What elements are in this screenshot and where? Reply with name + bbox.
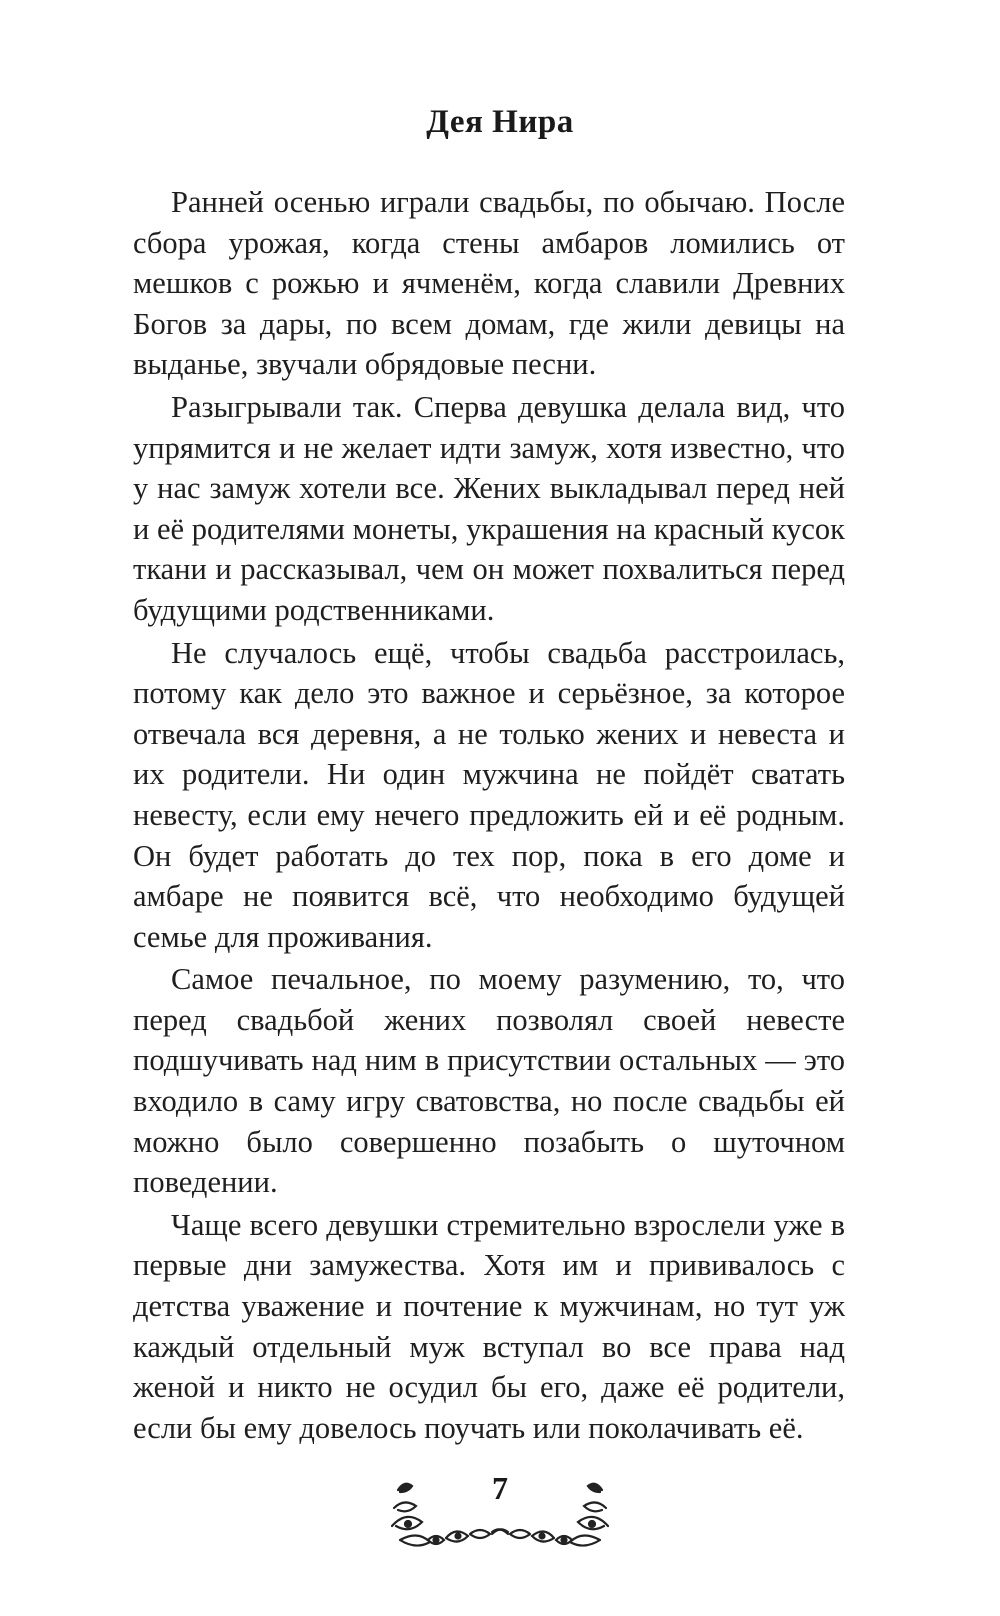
paragraph: Самое печальное, по моему разумению, то, что перед свадьбой жених позволял своей невесте подшучивать над ним в присутствии остальных — это входило в саму игру сватовства, но после свадьбы ей можно было совершенно позабыть о шуточном поведении. xyxy=(133,962,845,1200)
paragraph: Ранней осенью играли свадьбы, по обычаю. После сбора урожая, когда стены амбаров ломились от мешков с рожью и ячменём, когда славили Древних Богов за дары, по всем домам, где жили девицы на выданье, звучали обрядовые песни. xyxy=(133,185,845,382)
page-number: 7 xyxy=(492,1470,508,1506)
running-title: Дея Нира xyxy=(426,104,574,140)
paragraph: Не случалось ещё, чтобы свадьба расстроилась, потому как дело это важное и серьёзное, за которое отвечала вся деревня, а не только жених и невеста и их родители. Ни один мужчина не пойдёт сватать невесту, если ему нечего предложить ей и её родным. Он будет работать до тех пор, пока в его доме и амбаре не появится всё, что необходимо будущей семье для проживания. xyxy=(133,635,845,954)
paragraph: Разыгрывали так. Сперва девушка делала вид, что упрямится и не желает идти замуж, хотя известно, что у нас замуж хотели все. Жених выкладывал перед ней и её родителями монеты, украшения на красный кусок ткани и рассказывал, чем он может похвалиться перед будущими родственниками. xyxy=(133,389,845,627)
body-text xyxy=(133,182,845,1450)
page-footer xyxy=(0,1468,1000,1558)
paragraph: Чаще всего девушки стремительно взрослели уже в первые дни замужества. Хотя им и прививалось с детства уважение и почтение к мужчинам, но тут уж каждый отдельный муж вступал во все права над женой и никто не осудил бы его, даже её родители, если бы ему довелось поучать или поколачивать её. xyxy=(133,1207,845,1445)
floral-scroll-icon xyxy=(486,1468,612,1556)
